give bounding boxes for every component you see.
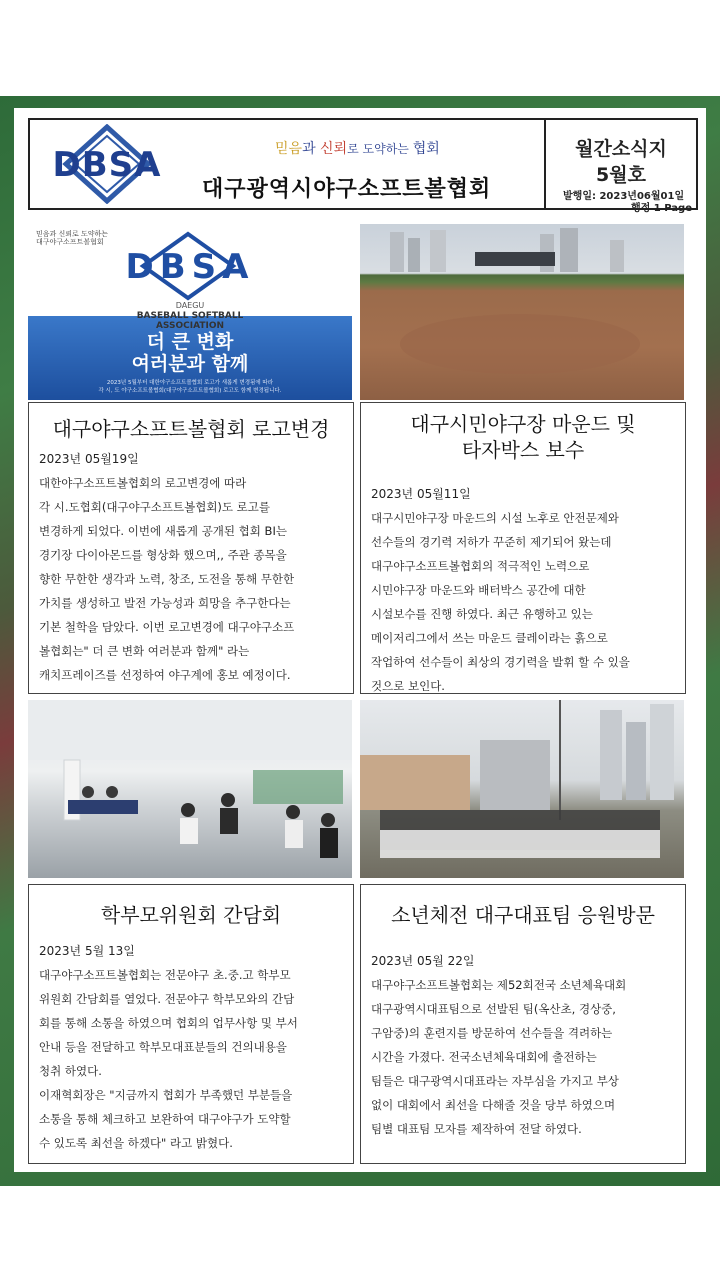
logo-text: DBSA bbox=[52, 145, 162, 185]
article-body: 대한야구소프트볼협회의 로고변경에 따라 각 시.도협회(대구야구소프트볼협회)도 로고를 변경하게 되었다. 이번에 새롭게 공개된 협회 BI는 경기장 다이아몬드를 형상화 했으며,, 주관 종목을 향한 무한한 생각과 노력, 창조, 도전을 통해 무한한 가치를 생성하고 발전 가능성과 희망을 추구한다는 기본 철학을 담았다. 이번 로고변경에 대구야구소프 볼협회는" 더 큰 변화 여러분과 함께" 라는 캐치프레이즈를 선정하여 야구계에 홍보 예정이다. bbox=[39, 476, 295, 682]
banner-headline2: 여러분과 함께 bbox=[131, 353, 249, 375]
banner-top-line1: 믿음과 신뢰로 도약하는 bbox=[36, 230, 109, 238]
banner-assoc-line2: BASEBALL SOFTBALL bbox=[136, 311, 244, 321]
banner-headline1: 더 큰 변화 bbox=[146, 331, 234, 353]
page-info: 행정 1 Page bbox=[631, 203, 692, 214]
slogan: 믿음과 신뢰로 도약하는 협회 bbox=[275, 141, 440, 157]
article-title: 소년체전 대구대표팀 응원방문 bbox=[391, 903, 655, 927]
article-body: 대구야구소프트볼협회는 전문야구 초.중.고 학부모 위원회 간담회를 열었다. 전문야구 학부모와의 간담 회를 통해 소통을 하였으며 협회의 업무사항 및 부서 안내 등을 전달하고 학부모대표분들의 건의내용을 청취 하였다. 이재혁회장은 "지금까지 협회가 부족했던 부분들을 소통을 통해 체크하고 보완하여 대구야구가 도약할 수 있도록 최선을 하겠다" 라고 밝혔다. bbox=[39, 968, 298, 1150]
banner-assoc-line1: DAEGU bbox=[175, 301, 205, 310]
banner-logo-text: DBSA bbox=[125, 247, 255, 287]
logo-change-banner bbox=[28, 224, 352, 400]
banner-assoc-line3: ASSOCIATION bbox=[155, 321, 225, 331]
publication-name: 월간소식지 bbox=[575, 138, 667, 160]
dbsa-logo bbox=[40, 124, 175, 204]
article-mound-repair bbox=[360, 402, 686, 694]
banner-note2: 각 시, 도 야구소프트볼협회(대구야구소프트볼협회) 로고도 함께 변경됩니다. bbox=[98, 388, 282, 394]
article-date: 2023년 05월 22일 bbox=[371, 954, 475, 968]
article-title: 대구야구소프트볼협회 로고변경 bbox=[52, 417, 330, 441]
issue-label: 5월호 bbox=[596, 164, 646, 186]
stadium-mound-photo bbox=[360, 224, 684, 400]
org-title: 대구광역시야구소프트볼협회 bbox=[202, 177, 492, 202]
article-title: 대구시민야구장 마운드 및 타자박스 보수 bbox=[410, 412, 636, 462]
newsletter-header bbox=[28, 118, 698, 214]
article-date: 2023년 05월11일 bbox=[371, 487, 471, 501]
article-date: 2023년 5월 13일 bbox=[39, 944, 135, 958]
youth-team-photo bbox=[360, 700, 684, 878]
parents-meeting-photo bbox=[28, 700, 352, 878]
article-body: 대구야구소프트볼협회는 제52회전국 소년체육대회 대구광역시대표팀으로 선발된 팀(옥산초, 경상중, 구암중)의 훈련지를 방문하여 선수들을 격려하는 시간을 가졌다. 전국소년체육대회에 출전하는 팀들은 대구광역시대표라는 자부심을 가지고 부상 없이 대회에서 최선을 다해줄 것을 당부 하였으며 팀별 대표팀 모자를 제작하여 전달 하였다. bbox=[371, 978, 627, 1136]
article-body: 대구시민야구장 마운드의 시설 노후로 안전문제와 선수들의 경기력 저하가 꾸준히 제기되어 왔는데 대구야구소프트볼협회의 적극적인 노력으로 시민야구장 마운드와 배터박스 공간에 대한 시설보수를 진행 하였다. 최근 유행하고 있는 메이저리그에서 쓰는 마운드 클레이라는 흙으로 작업하여 선수들이 최상의 경기력을 발휘 할 수 있을 것으로 보인다. bbox=[371, 511, 630, 693]
article-date: 2023년 05월19일 bbox=[39, 452, 139, 466]
banner-top-line2: 대구야구소프트볼협회 bbox=[36, 238, 104, 246]
article-youth-team-visit bbox=[360, 884, 686, 1164]
banner-note1: 2023년 5월부터 대한야구소프트볼협회 로고가 새롭게 변경됨에 따라 bbox=[106, 380, 274, 386]
article-title: 학부모위원회 간담회 bbox=[100, 903, 282, 927]
publish-date: 발행일: 2023년06월01일 bbox=[563, 191, 685, 202]
article-parents-meeting bbox=[28, 884, 354, 1164]
article-logo-change bbox=[28, 402, 354, 694]
